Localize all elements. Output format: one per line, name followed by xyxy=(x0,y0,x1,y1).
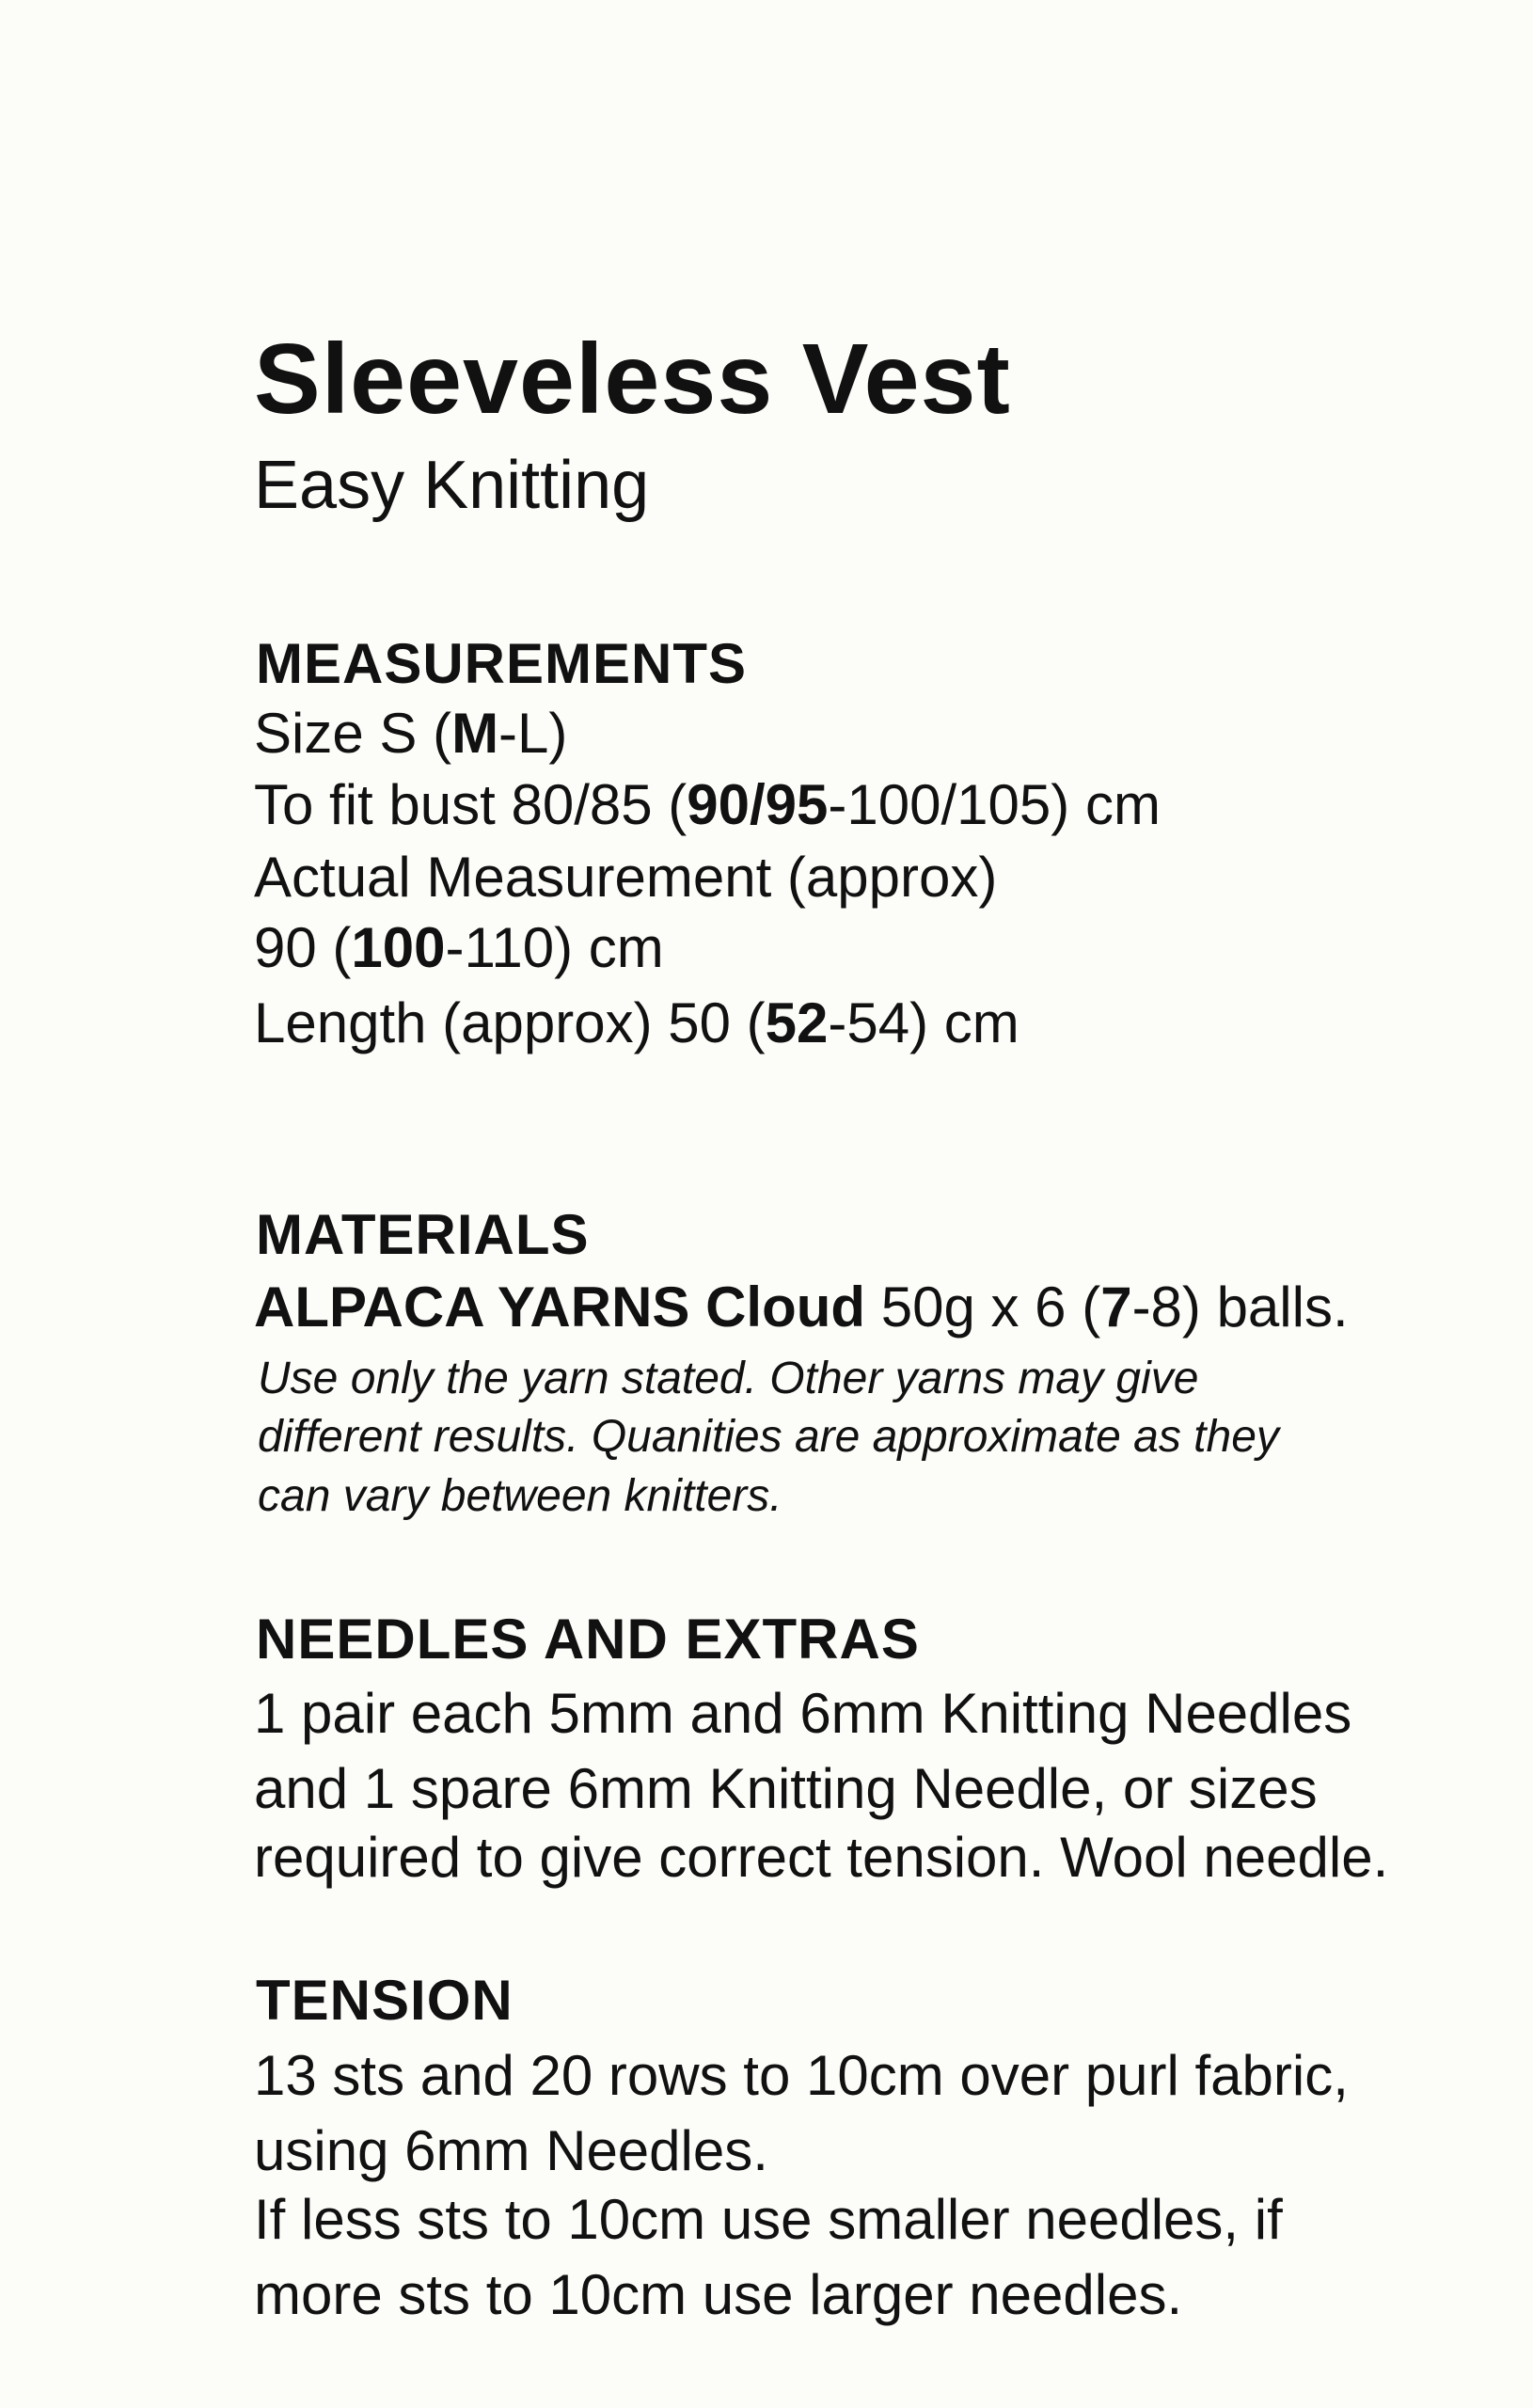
page-subtitle: Easy Knitting xyxy=(254,448,650,523)
yarn-note-line-2: different results. Quanities are approximate as they xyxy=(258,1412,1279,1462)
length-line xyxy=(254,991,1019,1054)
bust-bold: 90/95 xyxy=(687,773,829,836)
bust-line xyxy=(254,773,1161,836)
length-bold: 52 xyxy=(765,991,829,1054)
materials-heading: MATERIALS xyxy=(256,1203,590,1266)
size-suffix: -L) xyxy=(498,702,568,765)
yarn-suffix: -8) balls. xyxy=(1131,1275,1349,1339)
tension-line-3: If less sts to 10cm use smaller needles, if xyxy=(254,2188,1283,2251)
tension-line-4: more sts to 10cm use larger needles. xyxy=(254,2263,1183,2326)
size-line xyxy=(254,702,568,765)
actual-bold: 100 xyxy=(351,916,446,979)
page-title: Sleeveless Vest xyxy=(254,324,1011,435)
tension-line-2: using 6mm Needles. xyxy=(254,2119,768,2182)
yarn-count-bold: 7 xyxy=(1100,1275,1132,1339)
yarn-prefix: 50g x 6 ( xyxy=(865,1275,1101,1339)
tension-heading: TENSION xyxy=(256,1969,514,2032)
length-suffix: -54) cm xyxy=(828,991,1019,1054)
yarn-note-line-1: Use only the yarn stated. Other yarns may give xyxy=(258,1354,1199,1403)
actual-suffix: -110) cm xyxy=(445,916,664,979)
size-bold: M xyxy=(451,702,499,765)
needles-line-3: required to give correct tension. Wool needle. xyxy=(254,1826,1389,1889)
size-prefix: Size S ( xyxy=(254,702,452,765)
actual-measurement-line xyxy=(254,916,664,979)
yarn-brand: ALPACA YARNS Cloud xyxy=(254,1275,866,1339)
needles-line-2: and 1 spare 6mm Knitting Needle, or sizes xyxy=(254,1757,1318,1820)
bust-prefix: To fit bust 80/85 ( xyxy=(254,773,687,836)
needles-heading: NEEDLES AND EXTRAS xyxy=(256,1608,920,1671)
actual-prefix: 90 ( xyxy=(254,916,352,979)
bust-suffix: -100/105) cm xyxy=(828,773,1161,836)
actual-measurement-label: Actual Measurement (approx) xyxy=(254,846,998,909)
length-prefix: Length (approx) 50 ( xyxy=(254,991,766,1054)
yarn-line xyxy=(254,1275,1349,1339)
measurements-heading: MEASUREMENTS xyxy=(256,632,748,695)
yarn-note-line-3: can vary between knitters. xyxy=(258,1471,782,1521)
needles-line-1: 1 pair each 5mm and 6mm Knitting Needles xyxy=(254,1682,1352,1745)
tension-line-1: 13 sts and 20 rows to 10cm over purl fabric, xyxy=(254,2044,1349,2107)
